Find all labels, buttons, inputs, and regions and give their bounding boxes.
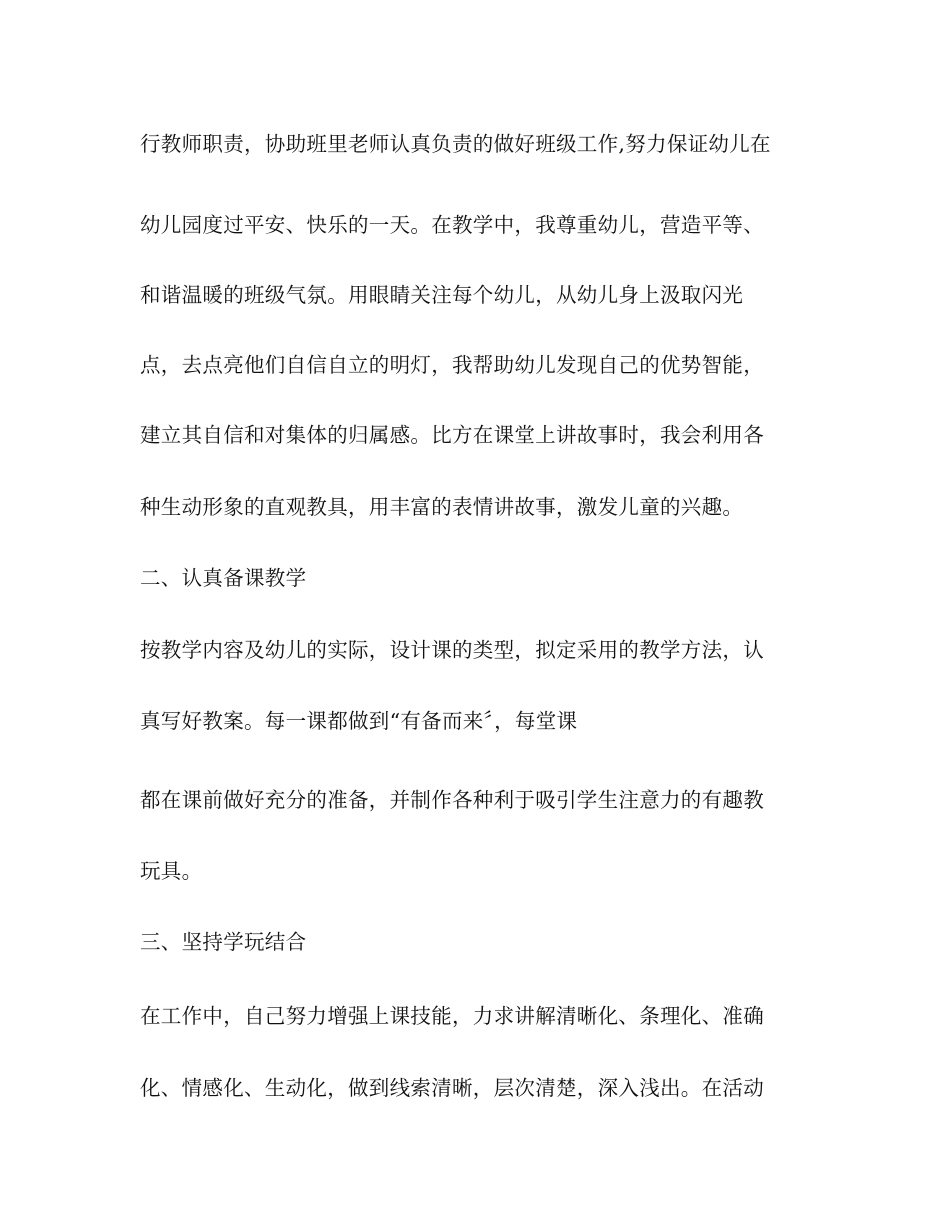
paragraph-line: 真写好教案。每一课都做到“有备而来〞，每堂课 <box>140 709 578 733</box>
section-heading: 二、认真备课教学 <box>140 566 307 590</box>
paragraph-line: 都在课前做好充分的准备，并制作各种利于吸引学生注意力的有趣教 <box>140 788 764 812</box>
paragraph-line: 行教师职责，协助班里老师认真负责的做好班级工作,努力保证幼儿在 <box>140 132 771 156</box>
section-heading: 三、坚持学玩结合 <box>140 930 307 954</box>
paragraph-line: 化、情感化、生动化，做到线索清晰，层次清楚，深入浅出。在活动 <box>140 1076 764 1100</box>
paragraph-line: 按教学内容及幼儿的实际，设计课的类型，拟定采用的教学方法，认 <box>140 638 764 662</box>
paragraph-line: 在工作中，自己努力增强上课技能，力求讲解清晰化、条理化、准确 <box>140 1004 764 1028</box>
paragraph-line: 种生动形象的直观教具，用丰富的表情讲故事，激发儿童的兴趣。 <box>140 495 744 519</box>
paragraph-line: 玩具。 <box>140 859 203 883</box>
paragraph-line: 建立其自信和对集体的归属感。比方在课堂上讲故事时，我会利用各 <box>140 423 764 447</box>
paragraph-line: 点，去点亮他们自信自立的明灯，我帮助幼儿发现自己的优势智能， <box>140 353 764 377</box>
paragraph-line: 和谐温暖的班级气氛。用眼睛关注每个幼儿，从幼儿身上汲取闪光 <box>140 283 744 307</box>
paragraph-line: 幼儿园度过平安、快乐的一天。在教学中，我尊重幼儿，营造平等、 <box>140 213 764 237</box>
